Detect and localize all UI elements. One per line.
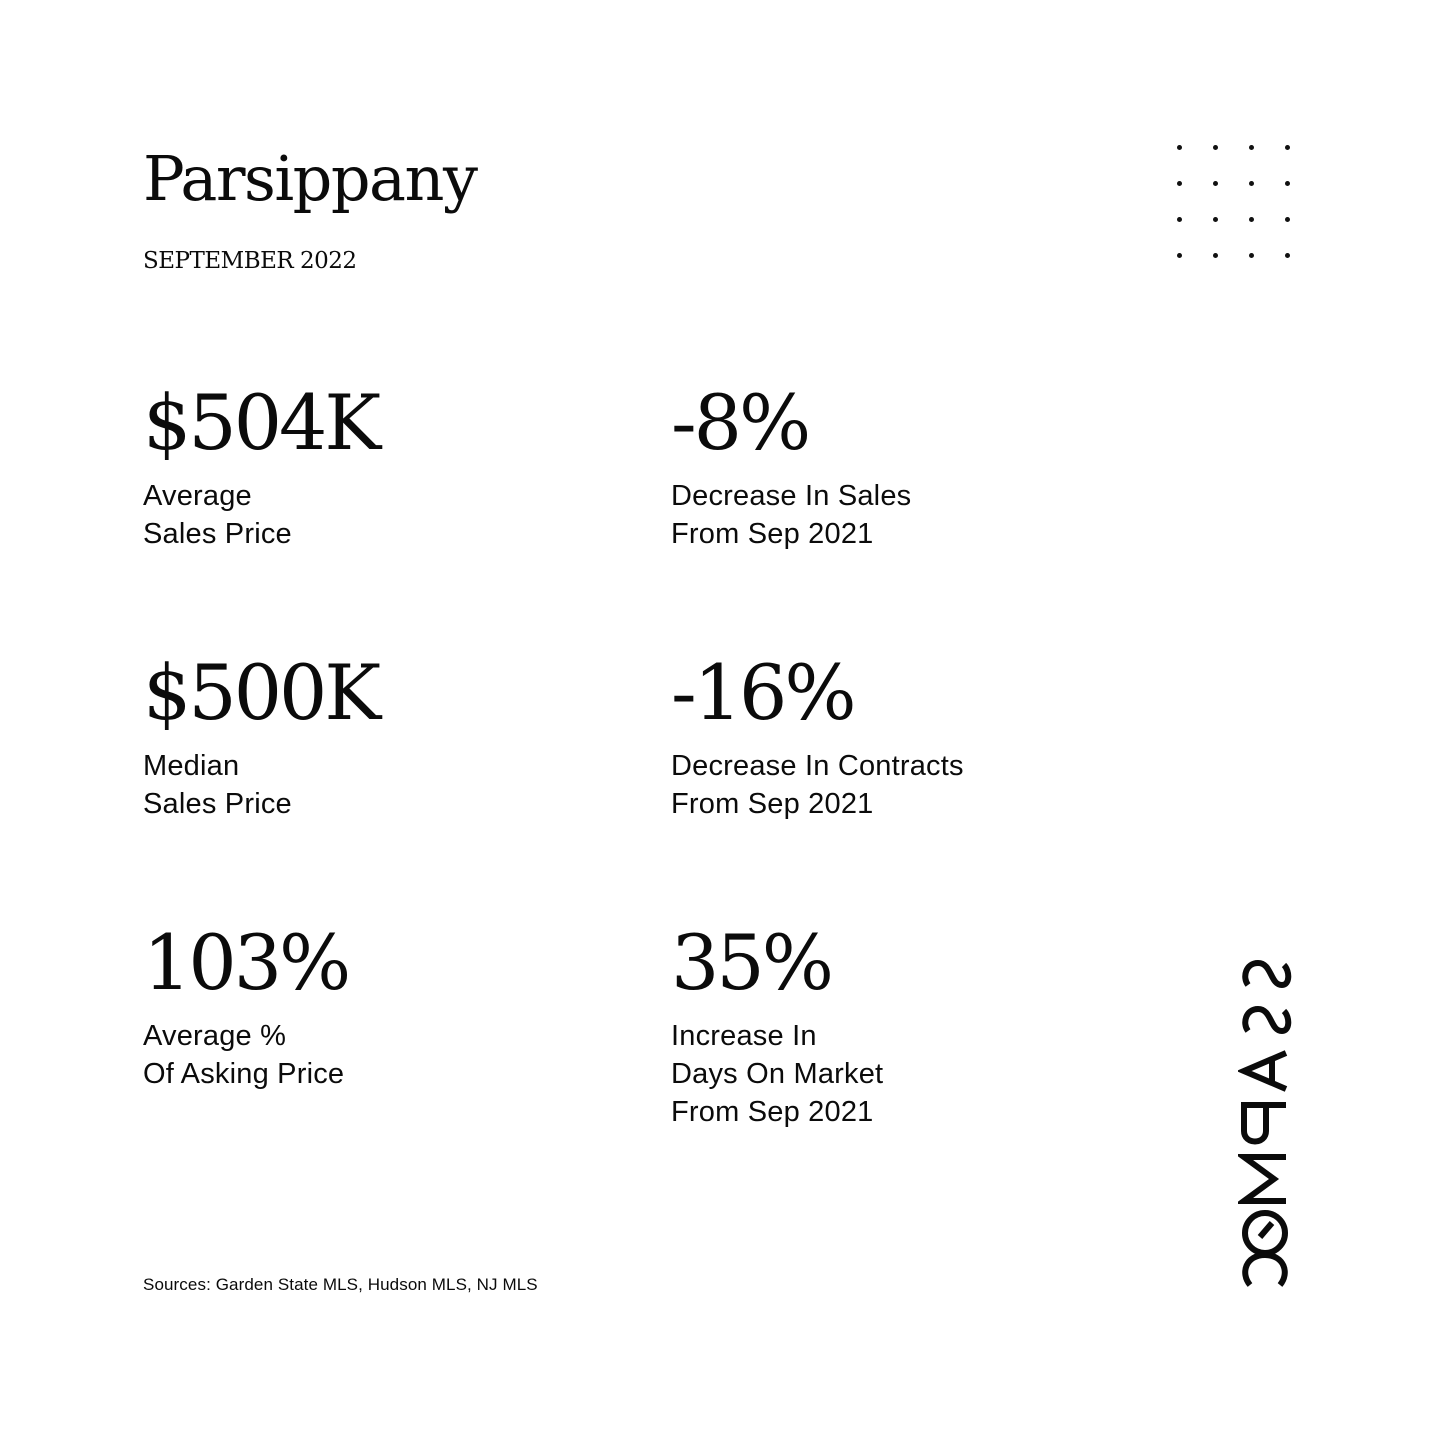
stat-label-line: Increase In [671, 1020, 817, 1052]
stat-label-line: Average % [143, 1020, 287, 1052]
stat-contracts-change [671, 648, 1151, 823]
stat-label-line: Days On Market [671, 1058, 884, 1090]
stat-days-on-market-change [671, 918, 1151, 1131]
stat-average-sales-price [143, 378, 623, 553]
stat-label [671, 747, 1151, 823]
stat-label-line: From Sep 2021 [671, 788, 874, 820]
stat-label-line: Average [143, 480, 252, 512]
stat-value: 35% [671, 918, 831, 1007]
dot-grid-icon [1177, 145, 1297, 265]
stat-label-line: From Sep 2021 [671, 518, 874, 550]
stat-median-sales-price [143, 648, 623, 823]
stat-label-line: Decrease In Sales [671, 480, 912, 512]
stat-label-line: Median [143, 750, 240, 782]
stat-value: 103% [143, 918, 349, 1007]
stat-label [143, 1017, 623, 1093]
compass-logo-icon [1238, 955, 1292, 1295]
stat-label-line: Decrease In Contracts [671, 750, 964, 782]
stat-label [671, 1017, 1151, 1131]
stat-label-line: Of Asking Price [143, 1058, 345, 1090]
stat-value: -16% [671, 648, 854, 737]
stat-value: $500K [143, 648, 379, 737]
stat-average-of-asking [143, 918, 623, 1093]
stat-label-line: Sales Price [143, 518, 292, 550]
sources-note: Sources: Garden State MLS, Hudson MLS, NJ MLS [143, 1275, 538, 1294]
stat-label [671, 477, 1151, 553]
stat-sales-change [671, 378, 1151, 553]
stat-value: -8% [671, 378, 809, 467]
stat-label [143, 747, 623, 823]
stat-label [143, 477, 623, 553]
page-title: Parsippany [143, 142, 477, 215]
report-period: SEPTEMBER 2022 [143, 248, 357, 274]
stat-label-line: Sales Price [143, 788, 292, 820]
stat-value: $504K [143, 378, 379, 467]
stat-label-line: From Sep 2021 [671, 1096, 874, 1128]
